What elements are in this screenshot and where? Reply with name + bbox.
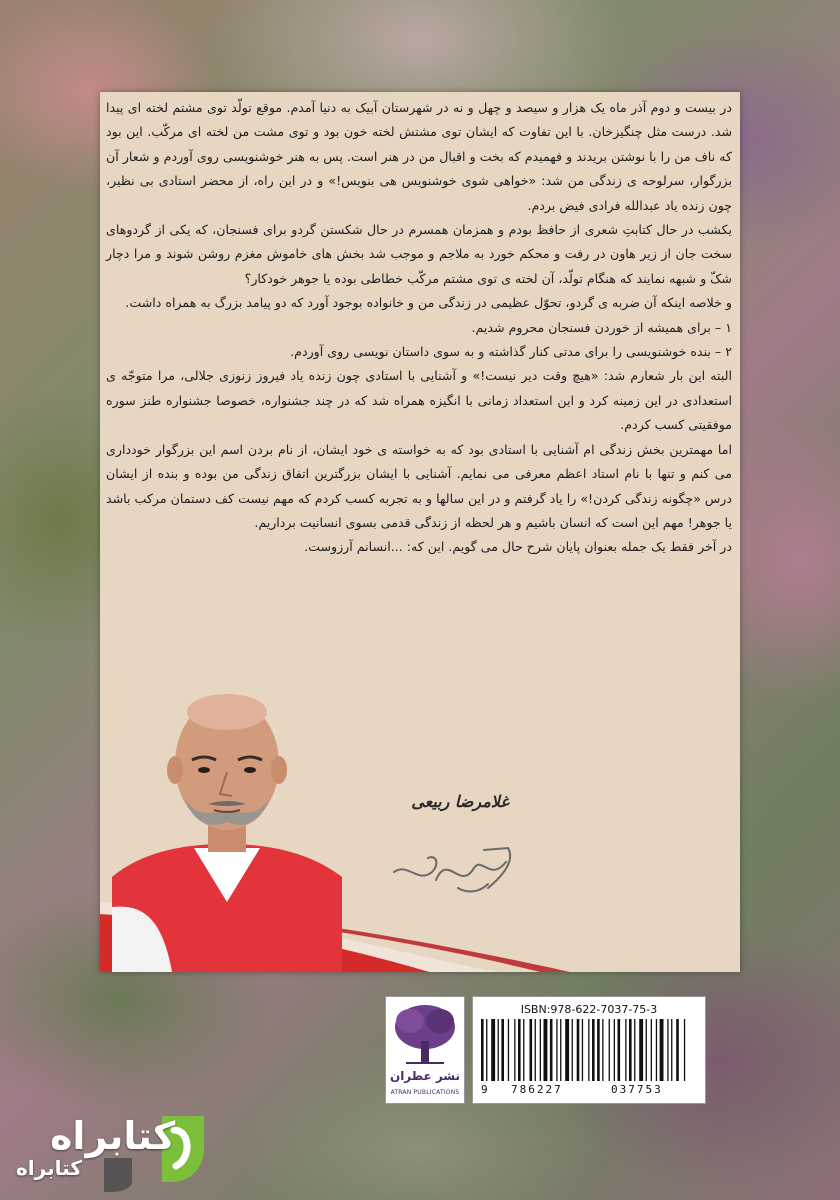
barcode-bar: [660, 1019, 664, 1081]
barcode-bar: [514, 1019, 515, 1081]
barcode-bar: [523, 1019, 524, 1081]
barcode-bar: [530, 1019, 533, 1081]
bio-paragraph-6: البته این بار شعارم شد: «هیچ وقت دیر نیست!» و آشنایی با استادی چون زنده یاد فیروز زنوزی جلالی، مرا متوجّه ی استعدادی در این زمینه کرد و این استعداد زمانی با انگیزه همراه شد که در چند جشنواره، خصوصا جشنواره طنز سوره موفقیتی کسب کردم.: [106, 368, 732, 433]
barcode-bar: [481, 1019, 484, 1081]
bio-paragraph-4: ۱ – برای همیشه از خوردن فسنجان محروم شدیم.: [471, 319, 732, 335]
barcode-bar: [501, 1019, 504, 1081]
barcode-bar: [577, 1019, 580, 1081]
barcode-bar: [609, 1019, 610, 1081]
bio-paragraph-8: در آخر فقط یک جمله بعنوان پایان شرح حال می گویم. این که: ...انسانم آرزوست.: [304, 539, 732, 555]
barcode-digits-right: 037753: [611, 1083, 663, 1096]
barcode-bar: [602, 1019, 603, 1081]
ketabrah-label-small: کتابراه: [16, 1156, 82, 1180]
bio-paragraph-2: یکشب در حال کتابتِ شعری از حافظ بودم و همزمان همسرم در حال شکستن گردو برای فسنجان، که یکی از گردوهای سخت جان از زیر هاون در رفت و محکم خورد به ملاجم و موجب شد بخش های خاموش مغزم روشن شوند و مرا دچار شکّ و شبهه نمایند که هنگام تولّد، آن لخته ی توی مشتم مرکّب خطاطی بوده یا جوهر خودکار؟: [106, 222, 732, 286]
barcode-bar: [597, 1019, 600, 1081]
barcode-bar: [671, 1019, 672, 1081]
ketabrah-label: کتابراه: [50, 1114, 176, 1158]
bio-paragraph-3: و خلاصه اینکه آن ضربه ی گردو، تحوّل عظیمی در زندگی من و خانواده بوجود آورد که دو پیامد بزرگ به همراه داشت.: [125, 295, 732, 311]
barcode-bar: [614, 1019, 615, 1081]
barcode-bar: [592, 1019, 595, 1081]
barcode-bar: [508, 1019, 509, 1081]
barcode-bar: [540, 1019, 541, 1081]
barcode-bar: [625, 1019, 626, 1081]
barcode-bar: [646, 1019, 647, 1081]
barcode-bar: [656, 1019, 657, 1081]
barcode-bar: [486, 1019, 487, 1081]
author-signature: [388, 832, 528, 902]
barcode-bar: [498, 1019, 499, 1081]
tree-icon: [386, 997, 464, 1069]
publisher-logo: [385, 996, 465, 1104]
ketabrah-watermark: [12, 1108, 212, 1192]
author-portrait: [112, 672, 342, 972]
isbn-number: ISBN:978-622-7037-75-3: [520, 1003, 658, 1016]
barcode-bar: [676, 1019, 679, 1081]
barcode-bar: [556, 1019, 557, 1081]
barcode-bar: [565, 1019, 569, 1081]
barcode-digit-first: 9: [481, 1083, 488, 1096]
barcode-bar: [560, 1019, 561, 1081]
barcode-bar: [544, 1019, 548, 1081]
barcode-bar: [651, 1019, 652, 1081]
barcode-bars: [481, 1019, 697, 1081]
barcode-bar: [618, 1019, 621, 1081]
barcode-bar: [639, 1019, 643, 1081]
barcode-bar: [518, 1019, 521, 1081]
author-name: غلامرضا ربیعی: [411, 792, 509, 811]
barcode-bar: [535, 1019, 536, 1081]
biography-panel: [100, 92, 740, 972]
publisher-name-en: ATRAN PUBLICATIONS: [390, 1089, 460, 1096]
barcode-bar: [588, 1019, 589, 1081]
barcode-bar: [582, 1019, 583, 1081]
barcode-bar: [491, 1019, 495, 1081]
bio-paragraph-5: ۲ – بنده خوشنویسی را برای مدتی کنار گذاشته و به سوی داستان نویسی روی آوردم.: [290, 344, 732, 360]
bio-paragraph-1: در بیست و دوم آذر ماه یک هزار و سیصد و چهل و نه در شهرستان آبیک به دنیا آمدم. موقع تولّد توی مشتم لخته ای پیدا شد. درست مثل چنگیزخان. با این تفاوت که ایشان توی مشتش لخته خون بود و توی مشت من لخته ای مرکّب. این بود که ناف من را با نوشتن بریدند و فهمیدم که بخت و اقبال من در هنر است. پس به هنر خوشنویسی روی آوردم و شعار آن بزرگوار، سرلوحه ی زندگی من شد: «خواهی شوی خوشنویس هی بنویس!» و در این راه، از محضر استادی بی نظیر، چون زنده یاد عبدالله فرادی فیض بردم.: [106, 100, 732, 213]
barcode-digits-left: 786227: [511, 1083, 563, 1096]
barcode-bar: [684, 1019, 685, 1081]
barcode-bar: [572, 1019, 573, 1081]
barcode-bar: [550, 1019, 553, 1081]
barcode-bar: [629, 1019, 632, 1081]
bio-paragraph-7: اما مهمترین بخش زندگی ام آشنایی با استادی بود که به خواسته ی خود ایشان، از نام بردن اسم این بزرگوار خودداری می کنم و تنها با نام استاد اعظم معرفی می نمایم. آشنایی با ایشان بزرگترین اتفاق زندگی من بوده و بنده از ایشان درس «چگونه زندگی کردن!» را یاد گرفتم و در این سالها و به تجربه کسب کردم که مهم نیست کف دستمان مرکب باشد یا جوهر! مهم این است که انسان باشیم و هر لحظه از زندگی قدمی بسوی انسانیت برداریم.: [106, 441, 732, 530]
publisher-name: نشر عطران: [389, 1069, 461, 1083]
barcode-bar: [634, 1019, 635, 1081]
isbn-barcode: [472, 996, 706, 1104]
barcode-bar: [667, 1019, 668, 1081]
biography-text: [100, 96, 740, 560]
